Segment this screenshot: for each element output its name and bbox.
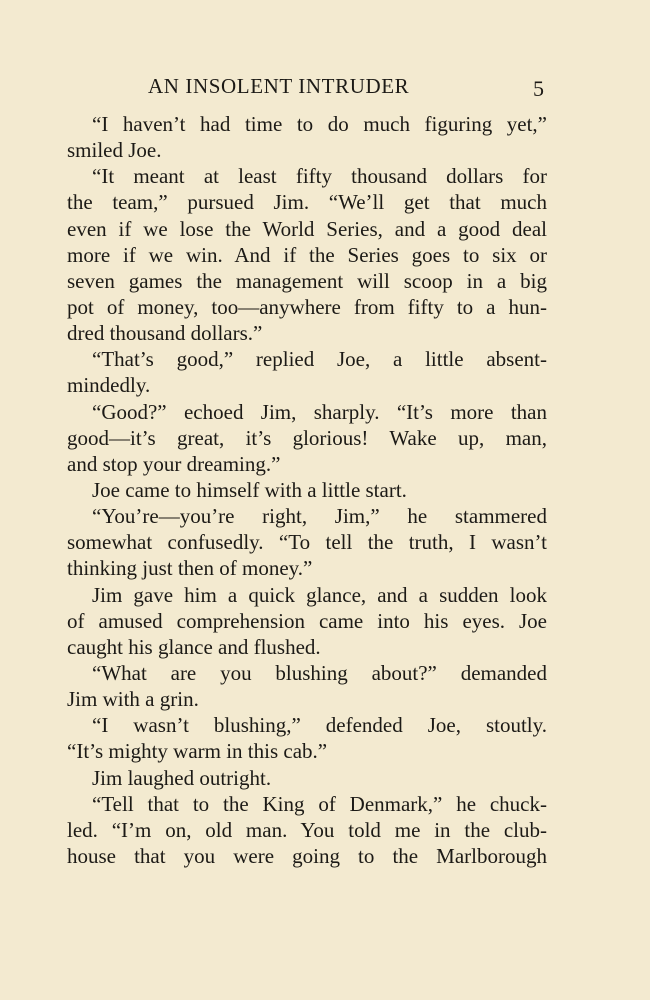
- text-line: “You’re—you’re right, Jim,” he stammered: [92, 504, 547, 529]
- text-line: more if we win. And if the Series goes to six or: [67, 242, 547, 267]
- text-line: “It meant at least fifty thousand dollars for: [92, 164, 547, 189]
- text-line: Jim gave him a quick glance, and a sudden look: [92, 582, 547, 607]
- body-text: [67, 111, 547, 869]
- text-line: “What are you blushing about?” demanded: [92, 660, 547, 685]
- text-line: “I wasn’t blushing,” defended Joe, stoutly.: [92, 713, 547, 738]
- text-line: Jim laughed outright.: [92, 765, 272, 790]
- text-line: “I haven’t had time to do much figuring yet,”: [92, 112, 547, 136]
- text-line: “Tell that to the King of Denmark,” he chuck-: [92, 791, 547, 816]
- text-line: dred thousand dollars.”: [67, 321, 263, 346]
- running-head-title: AN INSOLENT INTRUDER: [148, 74, 410, 98]
- text-line: “It’s mighty warm in this cab.”: [67, 739, 328, 764]
- text-line: somewhat confusedly. “To tell the truth, I wasn’t: [67, 530, 547, 555]
- text-line: and stop your dreaming.”: [67, 451, 281, 476]
- text-line: house that you were going to the Marlborough: [67, 843, 547, 868]
- text-line: “Good?” echoed Jim, sharply. “It’s more than: [92, 399, 547, 424]
- text-line: seven games the management will scoop in a big: [67, 268, 547, 293]
- text-line: the team,” pursued Jim. “We’ll get that much: [67, 190, 547, 215]
- text-line: even if we lose the World Series, and a good deal: [67, 216, 547, 241]
- page-number: 5: [533, 76, 544, 101]
- text-line: Joe came to himself with a little start.: [92, 477, 407, 502]
- text-line: thinking just then of money.”: [67, 556, 313, 581]
- text-line: Jim with a grin.: [67, 687, 199, 712]
- text-line: “That’s good,” replied Joe, a little absent-: [92, 347, 547, 372]
- text-line: caught his glance and flushed.: [67, 634, 321, 659]
- text-line: led. “I’m on, old man. You told me in the club-: [67, 817, 547, 842]
- text-line: smiled Joe.: [67, 138, 162, 163]
- text-line: pot of money, too—anywhere from fifty to a hun-: [67, 294, 547, 319]
- text-line: of amused comprehension came into his eyes. Joe: [67, 608, 547, 633]
- text-line: good—it’s great, it’s glorious! Wake up, man,: [67, 425, 547, 450]
- text-line: mindedly.: [67, 373, 151, 398]
